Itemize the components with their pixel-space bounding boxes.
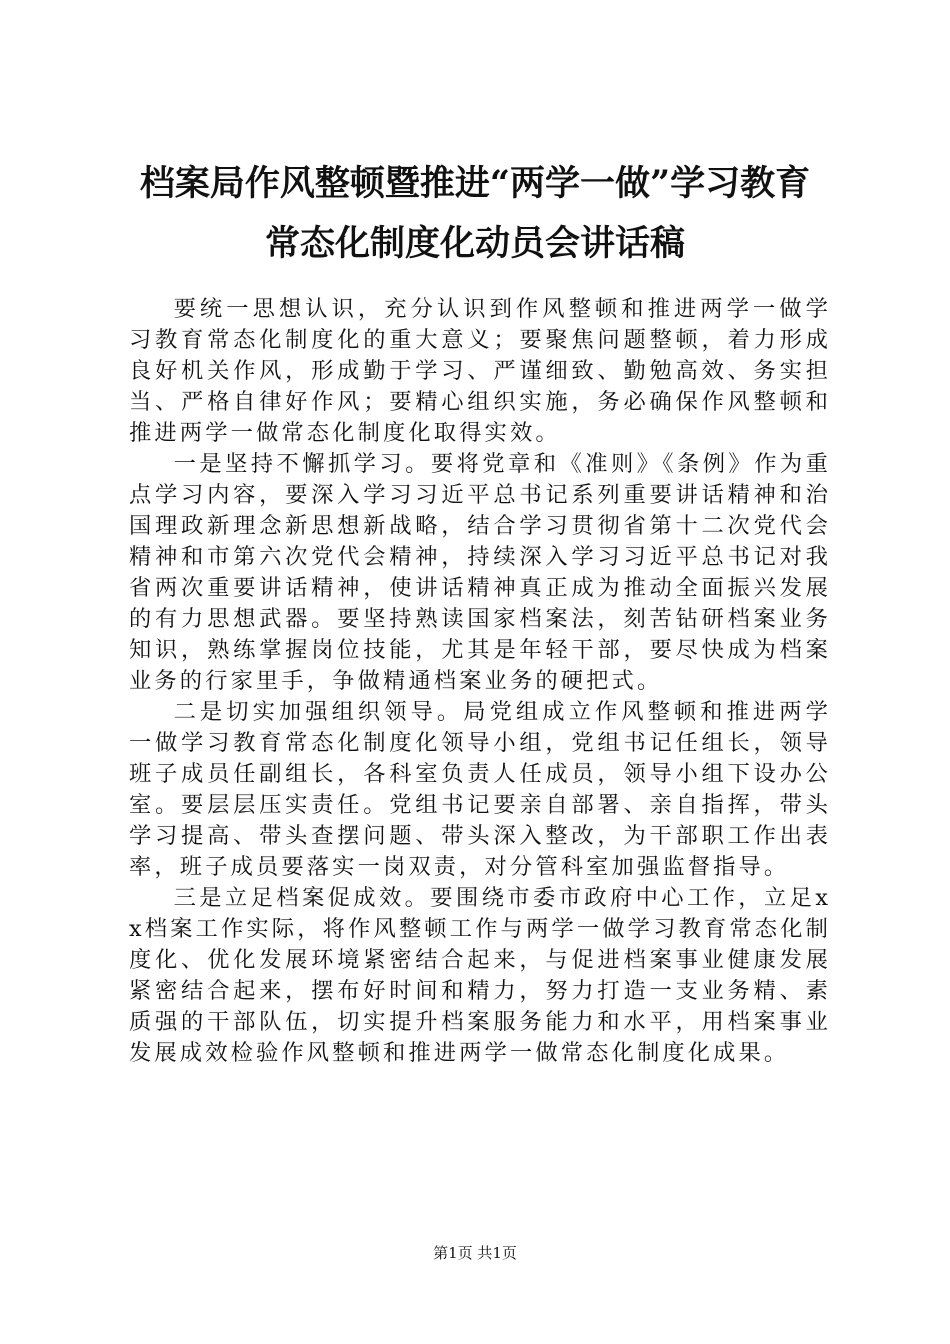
paragraph-study: 一是坚持不懈抓学习。要将党章和《准则》《条例》作为重点学习内容，要深入学习习近平总书记系列重要讲话精神和治国理政新理念新思想新战略，结合学习贯彻省第十二次党代会精神和市第六次党代会精神，持续深入学习习近平总书记对我省两次重要讲话精神，使讲话精神真正成为推动全面振兴发展的有力思想武器。要坚持熟读国家档案法，刻苦钻研档案业务知识，熟练掌握岗位技能，尤其是年轻干部，要尽快成为档案业务的行家里手，争做精通档案业务的硬把式。 — [129, 451, 831, 694]
document-title-line-1: 档案局作风整顿暨推进“两学一做”学习教育 — [139, 163, 811, 204]
document-title-line-2: 常态化制度化动员会讲话稿 — [264, 223, 685, 264]
page-footer: 第1页 共1页 — [433, 1244, 517, 1262]
paragraph-leadership: 二是切实加强组织领导。局党组成立作风整顿和推进两学一做学习教育常态化制度化领导小组，党组书记任组长，领导班子成员任副组长，各科室负责人任成员，领导小组下设办公室。要层层压实责任。党组书记要亲自部署、亲自指挥，带头学习提高、带头查摆问题、带头深入整改，为干部职工作出表率，班子成员要落实一岗双责，对分管科室加强监督指导。 — [129, 699, 831, 880]
paragraph-intro: 要统一思想认识，充分认识到作风整顿和推进两学一做学习教育常态化制度化的重大意义；要聚焦问题整顿，着力形成良好机关作风，形成勤于学习、严谨细致、勤勉高效、务实担当、严格自律好作风；要精心组织实施，务必确保作风整顿和推进两学一做常态化制度化取得实效。 — [129, 296, 831, 446]
paragraph-results: 三是立足档案促成效。要围绕市委市政府中心工作，立足xx档案工作实际，将作风整顿工作与两学一做学习教育常态化制度化、优化发展环境紧密结合起来，与促进档案事业健康发展紧密结合起来，摆布好时间和精力，努力打造一支业务精、素质强的干部队伍，切实提升档案服务能力和水平，用档案事业发展成效检验作风整顿和推进两学一做常态化制度化成果。 — [129, 885, 831, 1066]
document-body — [129, 294, 831, 1069]
